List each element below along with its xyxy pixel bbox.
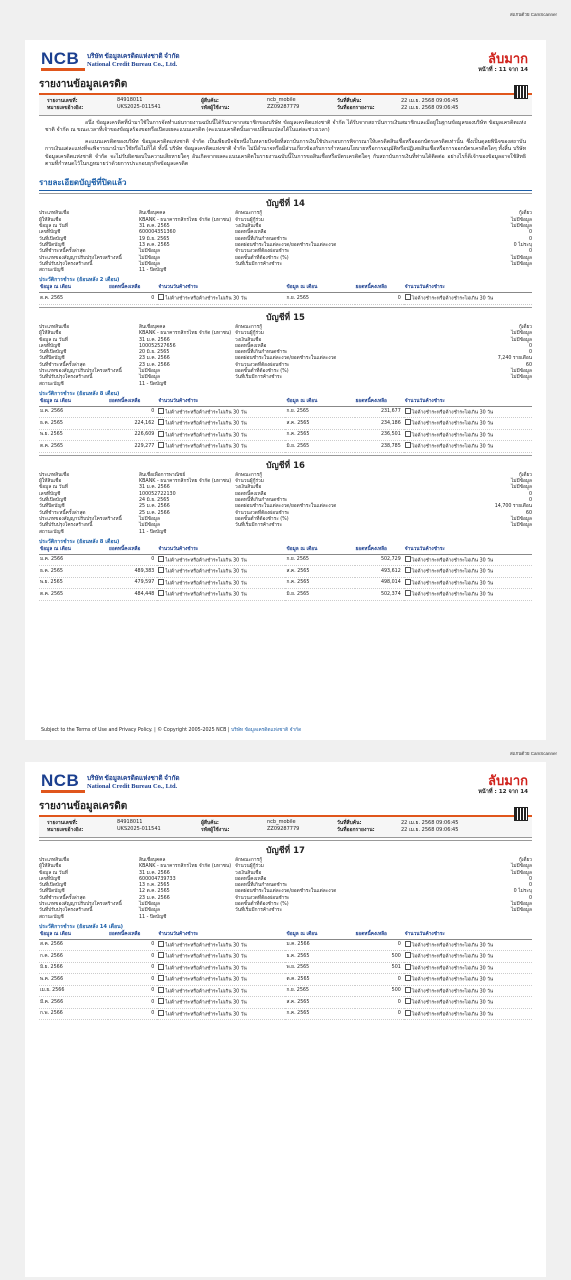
field-label: สถานะบัญชี	[39, 381, 64, 387]
field-label: ยอดหนี้ที่เกินกำหนดชำระ	[235, 350, 288, 356]
checkbox-icon	[405, 579, 411, 585]
field-label: ข้อมูล ณ วันที่	[39, 224, 68, 230]
account-title: บัญชีที่ 16	[266, 460, 305, 471]
field-label: จำนวนผู้กู้ร่วม	[235, 217, 264, 223]
payment-history-title: ประวัติการชำระ (ย้อนหลัง 8 เดือน)	[39, 390, 120, 397]
account-details	[39, 473, 532, 536]
field-label: ยอดหนี้คงเหลือ	[235, 343, 267, 349]
field-label	[235, 268, 345, 274]
field-label: ยอดหนี้ที่เกินกำหนดชำระ	[235, 498, 288, 504]
table-row: เม.ย. 2566 0 ไม่ค้างชำระหรือค้างชำระไม่เกิน 30 วัน ก.ย. 2565 500 ไม่ค้างชำระหรือค้างชำระไม่เกิน 30 วัน	[39, 985, 532, 997]
account-block	[39, 840, 532, 1020]
payment-history-title: ประวัติการชำระ (ย้อนหลัง 8 เดือน)	[39, 538, 120, 545]
field-label: ข้อมูล ณ วันที่	[39, 870, 68, 876]
field-label: ยอดผ่อนชำระในแต่ละงวด/ยอดชำระในแต่ละงวด	[235, 356, 337, 362]
field-label: วงเงินสินเชื่อ	[235, 337, 262, 343]
field-label: ประเภทของสัญญาปรับปรุงโครงสร้างหนี้	[39, 516, 122, 522]
page-number: หน้าที่ : 11 จาก 14	[478, 67, 528, 73]
field-value: ไม่มีข้อมูล	[511, 337, 532, 343]
field-value: 600004739733	[139, 876, 176, 882]
field-value: 20 มิ.ย. 2565	[139, 350, 170, 356]
field-value: 0	[528, 230, 532, 236]
payment-history-title: ประวัติการชำระ (ย้อนหลัง 14 เดือน)	[39, 923, 124, 930]
report-page-11	[25, 40, 546, 740]
field-value: ไม่มีข้อมูล	[511, 331, 532, 337]
field-value: สินเชื่อบุคคล	[139, 211, 166, 217]
field-value: ไม่มีข้อมูล	[511, 255, 532, 261]
field-label: จำนวนงวดที่ต้องผ่อนชำระ	[235, 249, 290, 255]
payment-history-table: ข้อมูล ณ เดือน ยอดหนี้คงเหลือ จำนวนวันค้างชำระ ข้อมูล ณ เดือน ยอดหนี้คงเหลือ จำนวนวันค้างชำระ ส.ค. 2566 0 ไม่ค้างชำระหรือค้างชำระไม่เกิน 30 วัน ม.ค. 2566 0 ไม่ค้างชำระหรือค้างชำระไม่เกิน 30 วัน ก.ค. 2566 0 ไม่ค้างชำระหรือค้างชำระไม่เกิน 30 วัน ธ.ค. 2565 500 ไม่ค้างชำระหรือค้างชำระไม่เกิน 30 วัน มิ.ย. 2566 0 ไม่ค้างชำระหรือค้างชำระไม่เกิน 30 วัน พ.ย. 2565 501 ไม่ค้างชำระหรือค้างชำระไม่เกิน 30 วัน พ.ค. 2566 0 ไม่ค้างชำระหรือค้างชำระไม่เกิน 30 วัน ต.ค. 2565 0 ไม่ค้างชำระหรือค้างชำระไม่เกิน 30 วัน เม.ย. 2566 0 ไม่ค้างชำระหรือค้างชำระไม่เกิน 30 วัน ก.ย. 2565 500 ไม่ค้างชำระหรือค้างชำระไม่เกิน 30 วัน มี.ค. 2566 0 ไม่ค้างชำระหรือค้างชำระไม่เกิน 30 วัน ส.ค. 2565 0 ไม่ค้างชำระหรือค้างชำระไม่เกิน 30 วัน ก.พ. 2566 0 ไม่ค้างชำระหรือค้างชำระไม่เกิน 30 วัน ก.ค. 2565 0 ไม่ค้างชำระหรือค้างชำระไม่เกิน 30 วัน	[39, 931, 532, 1021]
field-label: วันที่ชำระหนี้ครั้งล่าสุด	[39, 895, 86, 901]
checkbox-icon	[158, 964, 164, 970]
field-label: วันที่เปิดบัญชี	[39, 236, 67, 242]
field-value: 0	[528, 343, 532, 349]
checkbox-icon	[158, 941, 164, 947]
checkbox-icon	[405, 998, 411, 1004]
field-value: สินเชื่อบุคคล	[139, 324, 166, 330]
field-label: สถานะบัญชี	[39, 529, 64, 535]
field-label: ประเภทของสัญญาปรับปรุงโครงสร้างหนี้	[39, 902, 122, 908]
field-label: วันที่ชำระหนี้ครั้งล่าสุด	[39, 249, 86, 255]
account-block	[39, 307, 532, 453]
field-label: วันที่ชำระหนี้ครั้งล่าสุด	[39, 362, 86, 368]
checkbox-icon	[405, 987, 411, 993]
field-value: ไม่มีข้อมูล	[139, 261, 160, 267]
field-label: ลักษณะการกู้	[235, 858, 263, 863]
checkbox-icon	[158, 590, 164, 596]
field-label: ยอดหนี้ที่เกินกำหนดชำระ	[235, 883, 288, 889]
report-page-12	[25, 762, 546, 1277]
checkbox-icon	[158, 952, 164, 958]
table-row: ต.ค. 2565 484,448 ไม่ค้างชำระหรือค้างชำระไม่เกิน 30 วัน มิ.ย. 2565 502,374 ไม่ค้างชำระหรือค้างชำระไม่เกิน 30 วัน	[39, 589, 532, 601]
field-label: ข้อมูล ณ วันที่	[39, 485, 68, 491]
field-label: วงเงินสินเชื่อ	[235, 870, 262, 876]
account-details	[39, 325, 532, 388]
field-label: จำนวนงวดที่ต้องผ่อนชำระ	[235, 362, 290, 368]
field-value: 13 ต.ค. 2565	[139, 242, 170, 248]
payment-history-table: ข้อมูล ณ เดือน ยอดหนี้คงเหลือ จำนวนวันค้างชำระ ข้อมูล ณ เดือน ยอดหนี้คงเหลือ จำนวนวันค้างชำระ ม.ค. 2566 0 ไม่ค้างชำระหรือค้างชำระไม่เกิน 30 วัน ก.ย. 2565 231,677 ไม่ค้างชำระหรือค้างชำระไม่เกิน 30 วัน ธ.ค. 2565 224,162 ไม่ค้างชำระหรือค้างชำระไม่เกิน 30 วัน ส.ค. 2565 234,186 ไม่ค้างชำระหรือค้างชำระไม่เกิน 30 วัน พ.ย. 2565 226,609 ไม่ค้างชำระหรือค้างชำระไม่เกิน 30 วัน ก.ค. 2565 236,501 ไม่ค้างชำระหรือค้างชำระไม่เกิน 30 วัน ต.ค. 2565 229,277 ไม่ค้างชำระหรือค้างชำระไม่เกิน 30 วัน มิ.ย. 2565 238,785 ไม่ค้างชำระหรือค้างชำระไม่เกิน 30 วัน	[39, 398, 532, 453]
account-block	[39, 193, 532, 304]
table-row: ต.ค. 2565 229,277 ไม่ค้างชำระหรือค้างชำระไม่เกิน 30 วัน มิ.ย. 2565 238,785 ไม่ค้างชำระหรือค้างชำระไม่เกิน 30 วัน	[39, 441, 532, 453]
report-meta: รายงานเลขที่: 84918011 หมายเลขอ้างอิง: UKS2025-011541 ผู้สืบค้น: ncb_mobile รหัสผู้ใช้งาน: ZZ09287779 วันที่สืบค้น: 22 เม.ย. 2568 09:06:45 วันที่ออกรายงาน: 22 เม.ย. 2568 09:06:45	[39, 817, 532, 838]
table-row: ส.ค. 2566 0 ไม่ค้างชำระหรือค้างชำระไม่เกิน 30 วัน ม.ค. 2566 0 ไม่ค้างชำระหรือค้างชำระไม่เกิน 30 วัน	[39, 939, 532, 951]
checkbox-icon	[158, 987, 164, 993]
checkbox-icon	[405, 952, 411, 958]
field-label: วันที่เริ่มมีการค้างชำระ	[235, 523, 283, 529]
page-number: หน้าที่ : 12 จาก 14	[478, 789, 528, 795]
field-value: ไม่มีข้อมูล	[139, 523, 160, 529]
field-value: 11 - ปิดบัญชี	[139, 529, 167, 535]
table-row: ก.ค. 2566 0 ไม่ค้างชำระหรือค้างชำระไม่เกิน 30 วัน ธ.ค. 2565 500 ไม่ค้างชำระหรือค้างชำระไม่เกิน 30 วัน	[39, 951, 532, 963]
checkbox-icon	[405, 964, 411, 970]
field-value: ไม่มีข้อมูล	[511, 479, 532, 485]
field-value: ไม่มีข้อมูล	[139, 255, 160, 261]
field-value: ไม่มีข้อมูล	[139, 375, 160, 381]
checkbox-icon	[405, 294, 411, 300]
field-value: 100052527656	[139, 343, 176, 349]
field-label: ยอดผ่อนชำระในแต่ละงวด/ยอดชำระในแต่ละงวด	[235, 504, 337, 510]
field-label: ยอดหนี้คงเหลือ	[235, 491, 267, 497]
confidential-label: ลับมาก	[488, 774, 528, 789]
field-label: ยอดผ่อนชำระในแต่ละงวด/ยอดชำระในแต่ละงวด	[235, 889, 337, 895]
field-label: สถานะบัญชี	[39, 914, 64, 920]
checkbox-icon	[405, 590, 411, 596]
checkbox-icon	[405, 567, 411, 573]
checkbox-icon	[405, 941, 411, 947]
field-value: 14,700 รายเดือน	[494, 504, 532, 510]
disclaimer-paragraph-1: อนึ่ง ข้อมูลเครดิตที่นำมาใช้ในการจัดทำแผ่นรายงานฉบับนี้ได้รับมาจากสมาชิกของบริษัท ข้อมูลเครดิตแห่งชาติ จำกัด ได้รับจากสถาบันการเงินสมาชิกและมีอยู่ในฐานข้อมูลของบริษัท ข้อมูลเครดิตแห่งชาติ จำกัด ณ ขณะเวลาที่เจ้าของข้อมูลร้องขอหรือเปิดเผยคะแนนเครดิต (คะแนนเครดิตนั้นอาจเปลี่ยนแปลงได้ในแต่ละช่วงเวลา)	[45, 120, 526, 134]
field-value: 600004351360	[139, 230, 176, 236]
field-label: ลักษณะการกู้	[235, 472, 263, 478]
company-name: บริษัท ข้อมูลเครดิตแห่งชาติ จำกัด National Credit Bureau Co., Ltd.	[87, 775, 180, 790]
field-label: วันที่ปรับปรุงโครงสร้างหนี้	[39, 523, 93, 529]
field-label: วันที่ปรับปรุงโครงสร้างหนี้	[39, 261, 93, 267]
table-row: ต.ค. 2565 0 ไม่ค้างชำระหรือค้างชำระไม่เกิน 30 วัน ก.ย. 2565 0 ไม่ค้างชำระหรือค้างชำระไม่เกิน 30 วัน	[39, 293, 532, 305]
payment-history-table: ข้อมูล ณ เดือน ยอดหนี้คงเหลือ จำนวนวันค้างชำระ ข้อมูล ณ เดือน ยอดหนี้คงเหลือ จำนวนวันค้างชำระ ม.ค. 2566 0 ไม่ค้างชำระหรือค้างชำระไม่เกิน 30 วัน ก.ย. 2565 502,729 ไม่ค้างชำระหรือค้างชำระไม่เกิน 30 วัน ธ.ค. 2565 489,383 ไม่ค้างชำระหรือค้างชำระไม่เกิน 30 วัน ส.ค. 2565 493,612 ไม่ค้างชำระหรือค้างชำระไม่เกิน 30 วัน พ.ย. 2565 479,597 ไม่ค้างชำระหรือค้างชำระไม่เกิน 30 วัน ก.ค. 2565 498,014 ไม่ค้างชำระหรือค้างชำระไม่เกิน 30 วัน ต.ค. 2565 484,448 ไม่ค้างชำระหรือค้างชำระไม่เกิน 30 วัน มิ.ย. 2565 502,374 ไม่ค้างชำระหรือค้างชำระไม่เกิน 30 วัน	[39, 546, 532, 601]
field-value: ไม่มีข้อมูล	[511, 516, 532, 522]
field-label	[235, 915, 345, 921]
camscanner-watermark: สแกนด้วย CamScanner	[509, 751, 557, 756]
confidential-label: ลับมาก	[488, 52, 528, 67]
table-row: ก.พ. 2566 0 ไม่ค้างชำระหรือค้างชำระไม่เกิน 30 วัน ก.ค. 2565 0 ไม่ค้างชำระหรือค้างชำระไม่เกิน 30 วัน	[39, 1008, 532, 1020]
account-details	[39, 858, 532, 921]
checkbox-icon	[158, 556, 164, 562]
field-label: วันที่เปิดบัญชี	[39, 498, 67, 504]
checkbox-icon	[158, 567, 164, 573]
checkbox-icon	[405, 1010, 411, 1016]
field-value: ไม่มีข้อมูล	[139, 908, 160, 914]
field-value	[405, 268, 532, 274]
field-label: สถานะบัญชี	[39, 268, 64, 274]
field-value: 23 ม.ค. 2566	[139, 356, 170, 362]
field-value: ไม่มีข้อมูล	[139, 249, 160, 255]
field-label: วงเงินสินเชื่อ	[235, 485, 262, 491]
checkbox-icon	[158, 294, 164, 300]
checkbox-icon	[158, 419, 164, 425]
field-label: วันที่ปรับปรุงโครงสร้างหนี้	[39, 908, 93, 914]
checkbox-icon	[158, 1010, 164, 1016]
field-value: 0 ไม่ระบุ	[513, 889, 532, 895]
field-value: 11 - ปิดบัญชี	[139, 268, 167, 274]
field-value: 24 มิ.ย. 2565	[139, 498, 170, 504]
field-value: ไม่มีข้อมูล	[511, 224, 532, 230]
checkbox-icon	[405, 556, 411, 562]
field-value: กู้เดี่ยว	[518, 211, 532, 217]
field-value: กู้เดี่ยว	[518, 472, 532, 478]
field-label: ประเภทของสัญญาปรับปรุงโครงสร้างหนี้	[39, 368, 122, 374]
checkbox-icon	[158, 579, 164, 585]
field-label: ข้อมูล ณ วันที่	[39, 337, 68, 343]
field-value: 11 - ปิดบัญชี	[139, 381, 167, 387]
field-label: ยอดขั้นต่ำที่ต้องชำระ (%)	[235, 902, 289, 908]
report-header	[39, 48, 532, 75]
checkbox-icon	[158, 975, 164, 981]
field-value: KBANK - ธนาคารกสิกรไทย จำกัด (มหาชน)	[139, 331, 232, 337]
field-label: จำนวนผู้กู้ร่วม	[235, 864, 264, 870]
report-header	[39, 770, 532, 797]
field-value: 0 ไม่ระบุ	[513, 242, 532, 248]
field-label: จำนวนงวดที่ต้องผ่อนชำระ	[235, 510, 290, 516]
field-value: 23 ม.ค. 2566	[139, 895, 170, 901]
checkbox-icon	[158, 442, 164, 448]
checkbox-icon	[405, 431, 411, 437]
checkbox-icon	[158, 431, 164, 437]
field-label: เลขที่บัญชี	[39, 491, 61, 497]
table-row: ธ.ค. 2565 224,162 ไม่ค้างชำระหรือค้างชำระไม่เกิน 30 วัน ส.ค. 2565 234,186 ไม่ค้างชำระหรือค้างชำระไม่เกิน 30 วัน	[39, 418, 532, 430]
field-label: ยอดขั้นต่ำที่ต้องชำระ (%)	[235, 516, 289, 522]
field-value: ไม่มีข้อมูล	[511, 485, 532, 491]
field-value: ไม่มีข้อมูล	[511, 908, 532, 914]
company-name: บริษัท ข้อมูลเครดิตแห่งชาติ จำกัด National Credit Bureau Co., Ltd.	[87, 53, 180, 68]
closed-accounts-section-title: รายละเอียดบัญชีที่ปิดแล้ว	[39, 176, 532, 191]
field-label: วันที่ปิดบัญชี	[39, 504, 65, 510]
report-title: รายงานข้อมูลเครดิต	[39, 799, 532, 817]
field-label: ประเภทสินเชื่อ	[39, 211, 70, 217]
field-label: ยอดหนี้ที่เกินกำหนดชำระ	[235, 236, 288, 242]
field-label: วันที่ปิดบัญชี	[39, 356, 65, 362]
report-title: รายงานข้อมูลเครดิต	[39, 77, 532, 95]
field-value: 31 ต.ค. 2565	[139, 224, 170, 230]
field-value: 0	[528, 895, 532, 901]
checkbox-icon	[158, 408, 164, 414]
field-value: 25 ม.ค. 2566	[139, 504, 170, 510]
field-label: ยอดหนี้คงเหลือ	[235, 230, 267, 236]
field-value	[405, 530, 532, 536]
field-value: กู้เดี่ยว	[518, 324, 532, 330]
payment-history-table: ข้อมูล ณ เดือน ยอดหนี้คงเหลือ จำนวนวันค้างชำระ ข้อมูล ณ เดือน ยอดหนี้คงเหลือ จำนวนวันค้างชำระ ต.ค. 2565 0 ไม่ค้างชำระหรือค้างชำระไม่เกิน 30 วัน ก.ย. 2565 0 ไม่ค้างชำระหรือค้างชำระไม่เกิน 30 วัน	[39, 284, 532, 305]
field-value: กู้เดี่ยว	[518, 858, 532, 863]
field-label: ประเภทสินเชื่อ	[39, 324, 70, 330]
field-value: KBANK - ธนาคารกสิกรไทย จำกัด (มหาชน)	[139, 479, 232, 485]
field-label: วันที่เริ่มมีการค้างชำระ	[235, 261, 283, 267]
payment-history-title: ประวัติการชำระ (ย้อนหลัง 2 เดือน)	[39, 277, 120, 284]
field-label: ยอดขั้นต่ำที่ต้องชำระ (%)	[235, 368, 289, 374]
field-label: ยอดผ่อนชำระในแต่ละงวด/ยอดชำระในแต่ละงวด	[235, 242, 337, 248]
field-value: 25 ม.ค. 2566	[139, 510, 170, 516]
qr-code-icon	[514, 807, 528, 821]
field-value: ไม่มีข้อมูล	[511, 523, 532, 529]
field-value: สินเชื่อบุคคล	[139, 858, 166, 863]
field-value: 23 ม.ค. 2566	[139, 362, 170, 368]
qr-code-icon	[514, 85, 528, 99]
field-value: 11 - ปิดบัญชี	[139, 914, 167, 920]
account-title: บัญชีที่ 14	[266, 199, 305, 210]
field-label: ยอดหนี้คงเหลือ	[235, 876, 267, 882]
field-value: 31 ม.ค. 2566	[139, 485, 170, 491]
field-label: วันที่เริ่มมีการค้างชำระ	[235, 375, 283, 381]
field-value: ไม่มีข้อมูล	[139, 516, 160, 522]
table-row: ม.ค. 2566 0 ไม่ค้างชำระหรือค้างชำระไม่เกิน 30 วัน ก.ย. 2565 502,729 ไม่ค้างชำระหรือค้างชำระไม่เกิน 30 วัน	[39, 554, 532, 566]
field-label: วันที่เปิดบัญชี	[39, 350, 67, 356]
field-label: วันที่ปรับปรุงโครงสร้างหนี้	[39, 375, 93, 381]
field-value: 31 ม.ค. 2566	[139, 870, 170, 876]
checkbox-icon	[405, 408, 411, 414]
field-label: จำนวนผู้กู้ร่วม	[235, 331, 264, 337]
account-title: บัญชีที่ 15	[266, 312, 305, 323]
field-label: วันที่ชำระหนี้ครั้งล่าสุด	[39, 510, 86, 516]
camscanner-watermark: สแกนด้วย CamScanner	[509, 12, 557, 17]
field-label: ยอดขั้นต่ำที่ต้องชำระ (%)	[235, 255, 289, 261]
field-label: ผู้ให้สินเชื่อ	[39, 217, 62, 223]
field-value: ไม่มีข้อมูล	[511, 375, 532, 381]
page-footer: Subject to the Terms of Use and Privacy Policy. | © Copyright 2005-2025 NCB | บริษัท ข้อมูลเครดิตแห่งชาติ จำกัด	[41, 728, 302, 733]
field-value: ไม่มีข้อมูล	[511, 368, 532, 374]
field-value: 19 มิ.ย. 2565	[139, 236, 170, 242]
field-value: ไม่มีข้อมูล	[511, 217, 532, 223]
field-value: 60	[525, 362, 532, 368]
field-value: KBANK - ธนาคารกสิกรไทย จำกัด (มหาชน)	[139, 217, 232, 223]
field-label	[235, 530, 345, 536]
field-label: วงเงินสินเชื่อ	[235, 224, 262, 230]
table-row: พ.ค. 2566 0 ไม่ค้างชำระหรือค้างชำระไม่เกิน 30 วัน ต.ค. 2565 0 ไม่ค้างชำระหรือค้างชำระไม่เกิน 30 วัน	[39, 974, 532, 986]
field-value: KBANK - ธนาคารกสิกรไทย จำกัด (มหาชน)	[139, 864, 232, 870]
field-value: ไม่มีข้อมูล	[511, 902, 532, 908]
ncb-logo: NCB	[41, 772, 85, 793]
field-value	[405, 915, 532, 921]
account-title: บัญชีที่ 17	[266, 846, 305, 856]
ncb-logo: NCB	[41, 50, 85, 71]
field-value: 0	[528, 883, 532, 889]
disclaimer-paragraph-2: คะแนนเครดิตของบริษัท ข้อมูลเครดิตแห่งชาติ จำกัด เป็นเพียงปัจจัยหนึ่งในหลายปัจจัยที่สถาบันการเงินใช้ประกอบการพิจารณาให้เครดิตสินเชื่อหรือออกบัตรเครดิตเท่านั้น ซึ่งเป็นดุลยพินิจของสถาบันการเงินแต่ละแห่งที่จะพิจารณานำมาใช้หรือไม่ก็ได้ ทั้งนี้ บริษัท ข้อมูลเครดิตแห่งชาติ จำกัด ไม่มีอำนาจหรือมีส่วนเกี่ยวข้องกับการกำหนดนโยบายหรือการอนุมัติหรือปฏิเสธสินเชื่อหรือการออกบัตรเครดิตใดๆ ทั้งสิ้น บริษัท ข้อมูลเครดิตแห่งชาติ จำกัด จะไม่รับผิดชอบในความเสียหายใดๆ อันเกิดจากผลคะแนนเครดิตในรายงานฉบับนี้ในการขอสินเชื่อหรือบัตรเครดิตใดๆ กับสถาบันการเงินที่ท่านได้ติดต่อ อย่างไรก็ดีเจ้าของข้อมูลอาจใช้สิทธิตามที่กำหนดไว้ในกฎหมายว่าด้วยการประกอบธุรกิจข้อมูลเครดิต	[45, 138, 526, 168]
field-value: สินเชื่อเพื่อการพาณิชย์	[139, 472, 186, 478]
field-value: 0	[528, 350, 532, 356]
field-value: 31 ม.ค. 2566	[139, 337, 170, 343]
field-value: 13 ก.ค. 2565	[139, 883, 170, 889]
table-row: พ.ย. 2565 479,597 ไม่ค้างชำระหรือค้างชำระไม่เกิน 30 วัน ก.ค. 2565 498,014 ไม่ค้างชำระหรือค้างชำระไม่เกิน 30 วัน	[39, 577, 532, 589]
table-row: ม.ค. 2566 0 ไม่ค้างชำระหรือค้างชำระไม่เกิน 30 วัน ก.ย. 2565 231,677 ไม่ค้างชำระหรือค้างชำระไม่เกิน 30 วัน	[39, 406, 532, 418]
field-value: ไม่มีข้อมูล	[511, 870, 532, 876]
field-label: ลักษณะการกู้	[235, 324, 263, 330]
field-label: เลขที่บัญชี	[39, 230, 61, 236]
field-label: จำนวนผู้กู้ร่วม	[235, 479, 264, 485]
field-value: 60	[525, 510, 532, 516]
field-value: 12 ต.ค. 2565	[139, 889, 170, 895]
field-value: 0	[528, 249, 532, 255]
field-label: ลักษณะการกู้	[235, 211, 263, 217]
table-row: มิ.ย. 2566 0 ไม่ค้างชำระหรือค้างชำระไม่เกิน 30 วัน พ.ย. 2565 501 ไม่ค้างชำระหรือค้างชำระไม่เกิน 30 วัน	[39, 962, 532, 974]
checkbox-icon	[405, 975, 411, 981]
field-label: ประเภทสินเชื่อ	[39, 472, 70, 478]
field-label: วันที่ปิดบัญชี	[39, 889, 65, 895]
field-label: จำนวนงวดที่ต้องผ่อนชำระ	[235, 895, 290, 901]
table-row: มี.ค. 2566 0 ไม่ค้างชำระหรือค้างชำระไม่เกิน 30 วัน ส.ค. 2565 0 ไม่ค้างชำระหรือค้างชำระไม่เกิน 30 วัน	[39, 997, 532, 1009]
field-value	[405, 382, 532, 388]
field-value: ไม่มีข้อมูล	[139, 902, 160, 908]
field-label: วันที่เปิดบัญชี	[39, 883, 67, 889]
field-label: เลขที่บัญชี	[39, 343, 61, 349]
field-label: ประเภทของสัญญาปรับปรุงโครงสร้างหนี้	[39, 255, 122, 261]
account-details	[39, 211, 532, 274]
field-value: ไม่มีข้อมูล	[139, 368, 160, 374]
field-label: ผู้ให้สินเชื่อ	[39, 864, 62, 870]
field-value: 0	[528, 876, 532, 882]
report-meta: รายงานเลขที่: 84918011 หมายเลขอ้างอิง: UKS2025-011541 ผู้สืบค้น: ncb_mobile รหัสผู้ใช้งาน: ZZ09287779 วันที่สืบค้น: 22 เม.ย. 2568 09:06:45 วันที่ออกรายงาน: 22 เม.ย. 2568 09:06:45	[39, 95, 532, 116]
field-label	[235, 382, 345, 388]
field-label: ประเภทสินเชื่อ	[39, 858, 70, 863]
account-block	[39, 455, 532, 601]
table-row: พ.ย. 2565 226,609 ไม่ค้างชำระหรือค้างชำระไม่เกิน 30 วัน ก.ค. 2565 236,501 ไม่ค้างชำระหรือค้างชำระไม่เกิน 30 วัน	[39, 429, 532, 441]
checkbox-icon	[405, 442, 411, 448]
field-value: 0	[528, 236, 532, 242]
field-value: ไม่มีข้อมูล	[511, 261, 532, 267]
field-label: วันที่เริ่มมีการค้างชำระ	[235, 908, 283, 914]
field-value: 0	[528, 491, 532, 497]
field-value: 100052722130	[139, 491, 176, 497]
field-label: ผู้ให้สินเชื่อ	[39, 479, 62, 485]
field-label: วันที่ปิดบัญชี	[39, 242, 65, 248]
field-value: 7,240 รายเดือน	[497, 356, 532, 362]
field-value: ไม่มีข้อมูล	[511, 864, 532, 870]
checkbox-icon	[405, 419, 411, 425]
checkbox-icon	[158, 998, 164, 1004]
field-label: เลขที่บัญชี	[39, 876, 61, 882]
field-label: ผู้ให้สินเชื่อ	[39, 331, 62, 337]
field-value: 0	[528, 498, 532, 504]
table-row: ธ.ค. 2565 489,383 ไม่ค้างชำระหรือค้างชำระไม่เกิน 30 วัน ส.ค. 2565 493,612 ไม่ค้างชำระหรือค้างชำระไม่เกิน 30 วัน	[39, 566, 532, 578]
